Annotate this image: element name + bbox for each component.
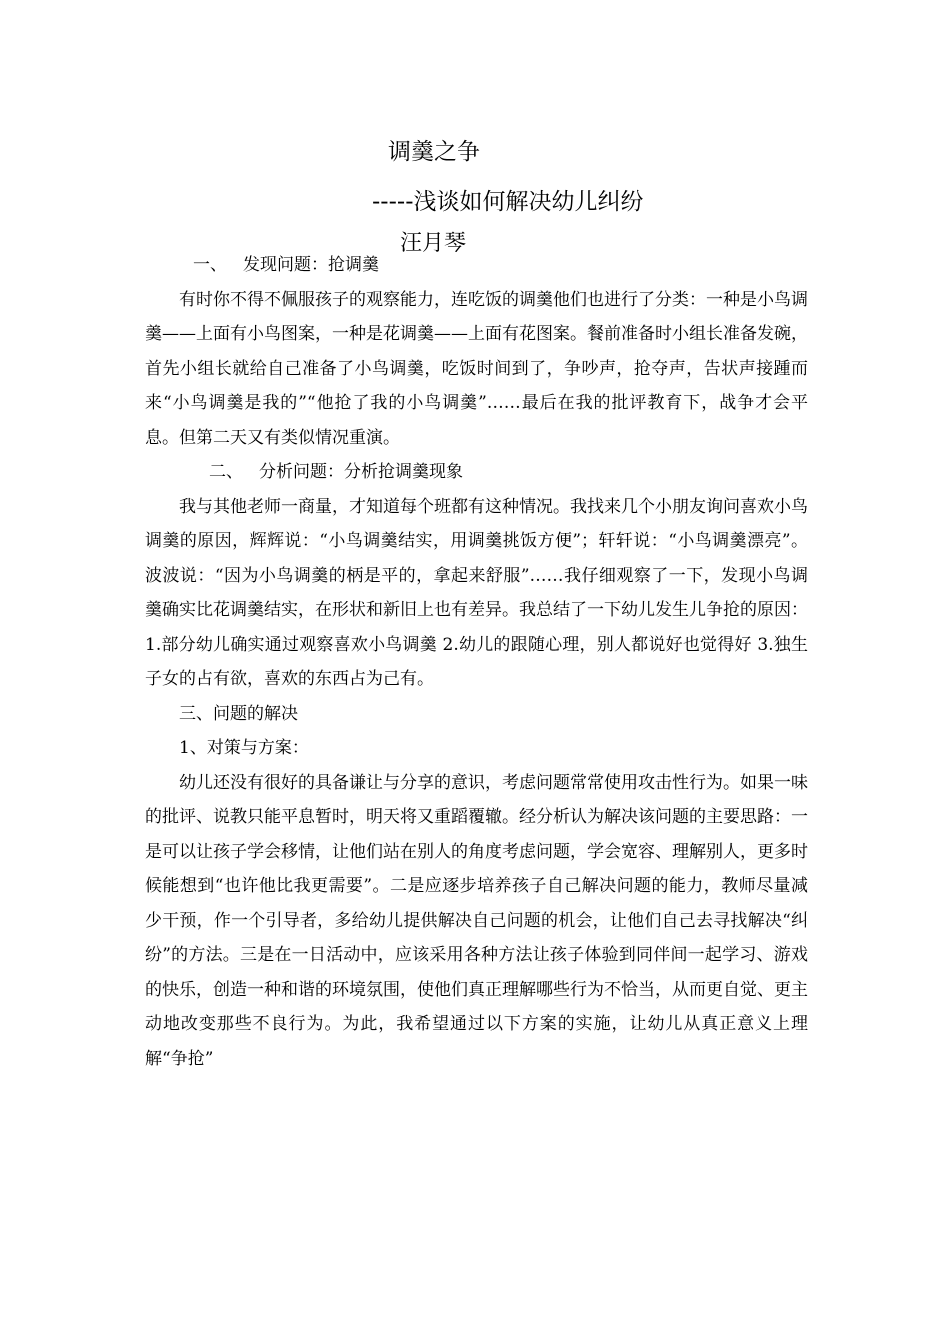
document-subtitle: -----浅谈如何解决幼儿纠纷 <box>372 189 644 215</box>
section-2-heading-text: 分析问题：分析抢调羹现象 <box>259 462 463 482</box>
document-body <box>145 248 808 1076</box>
section-3-paragraph: 幼儿还没有很好的具备谦让与分享的意识，考虑问题常常使用攻击性行为。如果一味的批评、说教只能平息暂时，明天将又重蹈覆辙。经分析认为解决该问题的主要思路：一是可以让孩子学会移情，让他们站在别人的角度考虑问题，学会宽容、理解别人，更多时候能想到“也许他比我更需要”。二是应逐步培养孩子自己解决问题的能力，教师尽量减少干预，作一个引导者，多给幼儿提供解决自己问题的机会，让他们自己去寻找解决“纠纷”的方法。三是在一日活动中，应该采用各种方法让孩子体验到同伴间一起学习、游戏的快乐，创造一种和谐的环境氛围，使他们真正理解哪些行为不恰当，从而更自觉、更主动地改变那些不良行为。为此，我希望通过以下方案的实施，让幼儿从真正意义上理解“争抢” <box>145 772 808 1069</box>
section-3-subheading: 1、对策与方案： <box>179 738 309 758</box>
document-title: 调羹之争 <box>388 139 480 165</box>
section-2-number: 二、 <box>209 462 243 482</box>
section-1-heading-text: 发现问题：抢调羹 <box>243 255 379 275</box>
section-1-paragraph: 有时你不得不佩服孩子的观察能力，连吃饭的调羹他们也进行了分类：一种是小鸟调羹——上面有小鸟图案，一种是花调羹——上面有花图案。餐前准备时小组长准备发碗，首先小组长就给自己准备了小鸟调羹，吃饭时间到了，争吵声，抢夺声，告状声接踵而来“小鸟调羹是我的”“他抢了我的小鸟调羹”……最后在我的批评教育下，战争才会平息。但第二天又有类似情况重演。 <box>145 289 808 448</box>
section-2-heading <box>145 455 808 490</box>
author-name: 汪月琴 <box>400 231 467 256</box>
section-2-paragraph: 我与其他老师一商量，才知道每个班都有这种情况。我找来几个小朋友询问喜欢小鸟调羹的原因，辉辉说：“小鸟调羹结实，用调羹挑饭方便”；轩轩说：“小鸟调羹漂亮”。波波说：“因为小鸟调羹的柄是平的，拿起来舒服”……我仔细观察了一下，发现小鸟调羹确实比花调羹结实，在形状和新旧上也有差异。我总结了一下幼儿发生儿争抢的原因：1.部分幼儿确实通过观察喜欢小鸟调羹 2.幼儿的跟随心理，别人都说好也觉得好 3.独生子女的占有欲，喜欢的东西占为己有。 <box>145 496 808 689</box>
section-1-heading <box>145 248 808 283</box>
section-1-number: 一、 <box>193 255 227 275</box>
section-3-heading: 三、问题的解决 <box>179 703 298 724</box>
